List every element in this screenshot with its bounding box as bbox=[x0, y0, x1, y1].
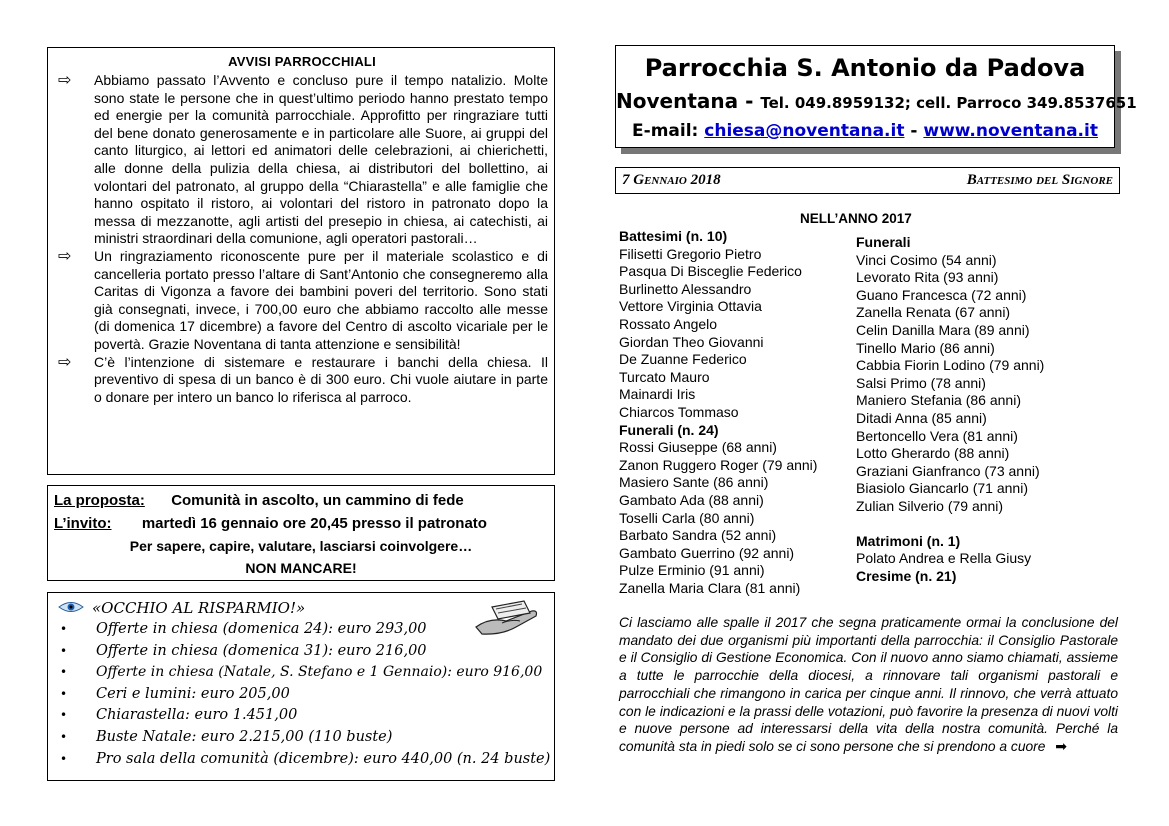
proposta-call: NON MANCARE! bbox=[245, 560, 357, 576]
email-label: E-mail: bbox=[632, 121, 705, 141]
list-item: De Zuanne Federico bbox=[619, 351, 747, 368]
list-item: Zulian Silverio (79 anni) bbox=[856, 497, 1004, 514]
anno-title: NELL’ANNO 2017 bbox=[800, 211, 912, 226]
list-item: Graziani Gianfranco (73 anni) bbox=[856, 462, 1040, 479]
email-link[interactable]: chiesa@noventana.it bbox=[704, 121, 905, 141]
offerta-text: Ceri e lumini: euro 205,00 bbox=[96, 685, 290, 702]
closing-paragraph bbox=[619, 614, 1118, 756]
list-item: Biasiolo Giancarlo (71 anni) bbox=[856, 480, 1028, 497]
avviso-item bbox=[56, 248, 548, 354]
list-item: Zanella Maria Clara (81 anni) bbox=[619, 579, 801, 596]
invito-row bbox=[54, 512, 548, 535]
offerta-text: Offerte in chiesa (domenica 31): euro 216,00 bbox=[96, 642, 427, 659]
battesimi-heading: Battesimi (n. 10) bbox=[619, 228, 728, 244]
list-item: Bertoncello Vera (81 anni) bbox=[856, 427, 1018, 444]
avvisi-title: AVVISI PARROCCHIALI bbox=[228, 54, 376, 69]
date-bar bbox=[615, 167, 1120, 194]
arrow-right-icon: ⇨ bbox=[58, 353, 72, 371]
occhio-title: «OCCHIO AL RISPARMIO!» bbox=[92, 599, 306, 617]
parish-name: Parrocchia S. Antonio da Padova bbox=[644, 54, 1086, 82]
list-item: Levorato Rita (93 anni) bbox=[856, 269, 999, 286]
list-item bbox=[56, 705, 548, 727]
bullet-icon: • bbox=[60, 751, 68, 766]
list-item: Celin Danilla Mara (89 anni) bbox=[856, 321, 1030, 338]
parish-header bbox=[615, 45, 1137, 148]
list-item: Pasqua Di Bisceglie Federico bbox=[619, 263, 802, 280]
anno-column-right bbox=[856, 234, 1044, 585]
avviso-text: Un ringraziamento riconoscente pure per il materiale scolastico e di cancelleria portato presso l’altare di Sant’Antonio che consegneremo alla Caritas di Vigonza a favore dei bambini poveri del territorio. Sono stati già consegnati, invece, i 700,00 euro che abbiamo raccolto alle messe (di domenica 17 dicembre) a favore del Centro di ascolto vicariale per le povertà. Grazie Noventana di tanta attenzione e sensibilità! bbox=[94, 247, 548, 352]
list-item: Cabbia Fiorin Lodino (79 anni) bbox=[856, 357, 1045, 374]
list-item: Gambato Ada (88 anni) bbox=[619, 491, 764, 508]
list-item: Polato Andrea e Rella Giusy bbox=[856, 550, 1032, 567]
list-item: Vinci Cosimo (54 anni) bbox=[856, 251, 997, 268]
list-item bbox=[56, 684, 548, 706]
list-item bbox=[56, 641, 548, 663]
eye-icon bbox=[58, 601, 84, 613]
list-item: Turcato Mauro bbox=[619, 368, 710, 385]
list-item: Burlinetto Alessandro bbox=[619, 280, 752, 297]
funerali-heading: Funerali (n. 24) bbox=[619, 421, 719, 438]
list-item: Giordan Theo Giovanni bbox=[619, 333, 764, 350]
website-link[interactable]: www.noventana.it bbox=[923, 121, 1098, 141]
list-item bbox=[56, 662, 548, 684]
offerta-text: Pro sala della comunità (dicembre): euro 440,00 (n. 24 buste) bbox=[96, 750, 551, 767]
funerali-heading: Funerali bbox=[856, 234, 911, 250]
offerta-text: Offerte in chiesa (Natale, S. Stefano e 1 Gennaio): euro 916,00 bbox=[96, 664, 543, 681]
list-item: Toselli Carla (80 anni) bbox=[619, 509, 755, 526]
proposta-row bbox=[54, 489, 548, 512]
list-item: Rossi Giuseppe (68 anni) bbox=[619, 439, 777, 456]
avviso-text: Abbiamo passato l’Avvento e concluso pure il tempo natalizio. Molte sono state le persone che in quest’ultimo periodo hanno prestato tempo ed energie per la comunità parrocchiale. Approfitto per ringraziare tutti del bene donato generosamente e in particolare alle Suore, ai gruppi del canto liturgico, ai lettori ed animatori delle celebrazioni, ai chierichetti, alle donne della pulizia della chiesa, ai distributori del bollettino, ai volontari del patronato, al gruppo della “Chiarastella” e alle famiglie che hanno ospitato il ristoro, ai volontari del ristoro in patronato dopo la messa di mezzanotte, agli artisti del presepio in chiesa, ai catechisti, ai ministri straordinari della comunione, agli operatori pastorali… bbox=[94, 72, 548, 247]
offerta-text: Offerte in chiesa (domenica 24): euro 293,00 bbox=[96, 621, 427, 637]
list-item: Maniero Stefania (86 anni) bbox=[856, 392, 1021, 409]
list-item: Zanon Ruggero Roger (79 anni) bbox=[619, 456, 818, 473]
list-item bbox=[56, 749, 551, 771]
invito-value: martedì 16 gennaio ore 20,45 presso il patronato bbox=[141, 515, 487, 532]
list-item: Gambato Guerrino (92 anni) bbox=[619, 544, 795, 561]
proposta-value: Comunità in ascolto, un cammino di fede bbox=[171, 492, 464, 509]
list-item: Ditadi Anna (85 anni) bbox=[856, 409, 987, 426]
arrow-right-icon: ➡ bbox=[1055, 738, 1067, 754]
parish-web bbox=[616, 117, 1114, 145]
list-item bbox=[56, 727, 548, 749]
bullet-icon: • bbox=[60, 729, 68, 744]
liturgical-feast: Battesimo del Signore bbox=[966, 172, 1113, 188]
avvisi-box bbox=[47, 47, 555, 475]
closing-text: Ci lasciamo alle spalle il 2017 che segna praticamente ormai la conclusione del mandato dei due organismi più importanti della parrocchia: il Consiglio Pastorale e il Consiglio di Gestione Economica. Con il nuovo anno siamo chiamati, assieme a tutte le parrocchie della diocesi, a rinnovare tali organismi pastorali e parrocchiali che rimangono in carica per cinque anni. Il rinnovo, che verrà attuato con le indicazioni e la prassi delle votazioni, può favorire la presenza di nuovi volti e nuove persone ad interessarsi della vita della nostra comunità. Perché la comunità sta in piedi solo se ci sono persone che si prendono a cuore bbox=[619, 615, 1118, 754]
parish-contacts bbox=[616, 87, 1137, 117]
avviso-item bbox=[56, 72, 548, 248]
list-item: Tinello Mario (86 anni) bbox=[856, 339, 995, 356]
offerta-text: Chiarastella: euro 1.451,00 bbox=[96, 707, 298, 724]
proposta-tagline: Per sapere, capire, valutare, lasciarsi coinvolgere… bbox=[129, 538, 473, 554]
anno-column-left bbox=[619, 228, 817, 597]
avviso-text: C’è l’intenzione di sistemare e restaurare i banchi della chiesa. Il preventivo di spesa di un banco è di 300 euro. Chi vuole aiutare in parte o donare per intero un banco lo riferisca al parroco. bbox=[94, 353, 548, 405]
occhio-list bbox=[56, 619, 551, 770]
list-item bbox=[56, 619, 548, 641]
list-item: Filisetti Gregorio Pietro bbox=[619, 245, 762, 262]
bullet-icon: • bbox=[60, 643, 68, 658]
list-item: Vettore Virginia Ottavia bbox=[619, 298, 762, 315]
proposta-box bbox=[47, 485, 555, 581]
separator: - bbox=[904, 121, 924, 141]
avviso-item bbox=[56, 354, 548, 407]
list-item: Chiarcos Tommaso bbox=[619, 403, 739, 420]
bullet-icon: • bbox=[60, 622, 68, 636]
bullet-icon: • bbox=[60, 686, 68, 701]
list-item: Rossato Angelo bbox=[619, 315, 718, 332]
arrow-right-icon: ⇨ bbox=[58, 247, 72, 265]
matrimoni-heading: Matrimoni (n. 1) bbox=[856, 532, 961, 549]
cresime-heading: Cresime (n. 21) bbox=[856, 567, 957, 584]
town-name: Noventana - bbox=[616, 89, 761, 113]
proposta-label: La proposta: bbox=[54, 492, 145, 509]
invito-label: L’invito: bbox=[54, 515, 112, 532]
offerta-text: Buste Natale: euro 2.215,00 (110 buste) bbox=[96, 728, 393, 745]
list-item: Pulze Erminio (91 anni) bbox=[619, 562, 765, 579]
bulletin-date: 7 Gennaio 2018 bbox=[622, 172, 721, 188]
list-item: Mainardi Iris bbox=[619, 386, 696, 403]
phone-numbers: Tel. 049.8959132; cell. Parroco 349.8537651 bbox=[760, 94, 1137, 112]
list-item: Masiero Sante (86 anni) bbox=[619, 474, 769, 491]
list-item: Guano Francesca (72 anni) bbox=[856, 286, 1027, 303]
list-item: Zanella Renata (67 anni) bbox=[856, 304, 1011, 321]
list-item: Lotto Gherardo (88 anni) bbox=[856, 445, 1010, 462]
list-item: Barbato Sandra (52 anni) bbox=[619, 527, 777, 544]
bullet-icon: • bbox=[60, 665, 68, 680]
list-item: Salsi Primo (78 anni) bbox=[856, 374, 986, 391]
arrow-right-icon: ⇨ bbox=[58, 72, 72, 89]
bullet-icon: • bbox=[60, 708, 68, 723]
occhio-box bbox=[47, 592, 555, 781]
